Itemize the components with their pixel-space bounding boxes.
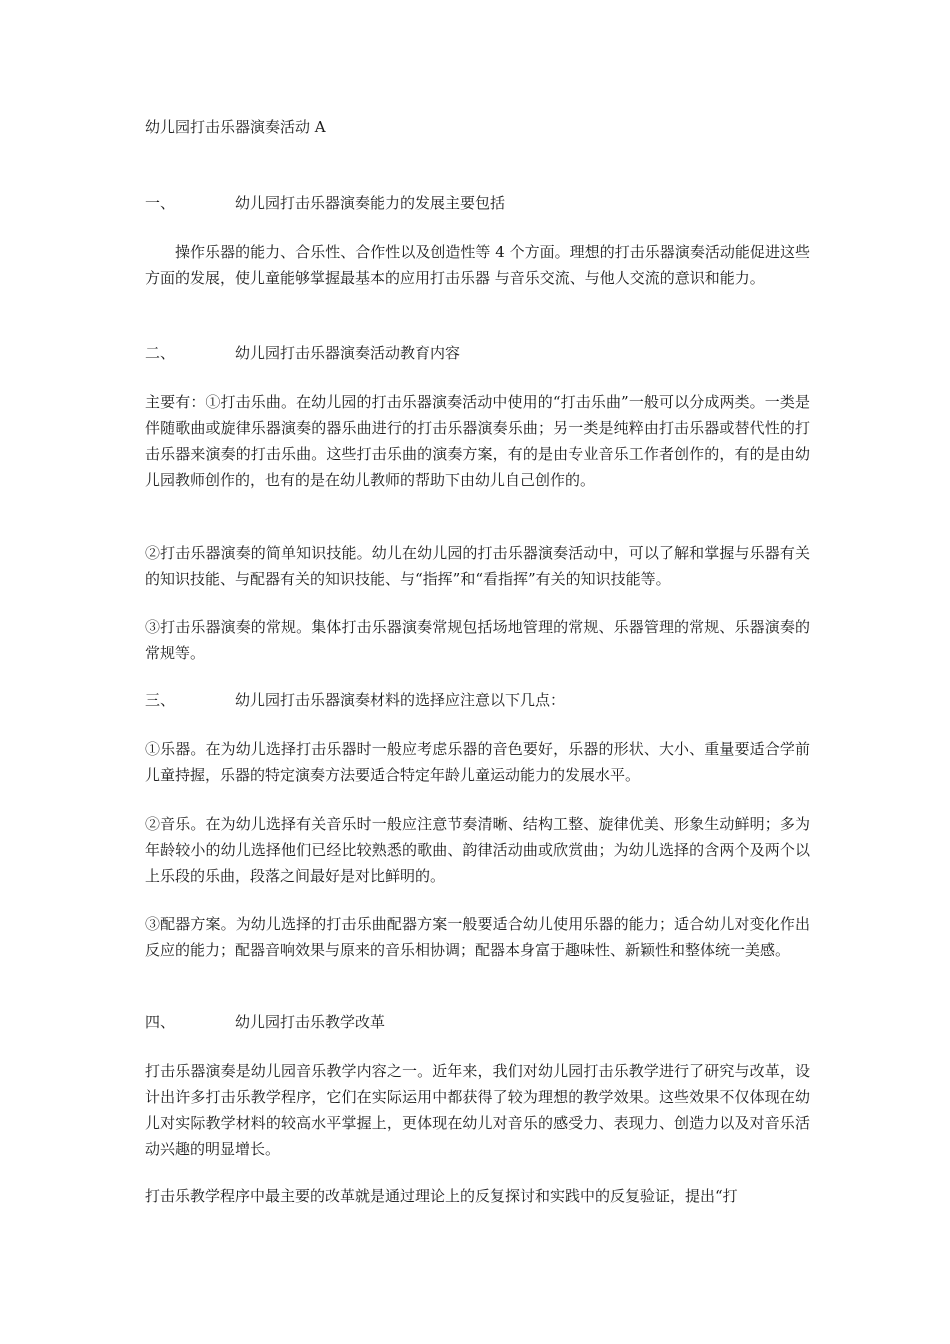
document-title: 幼儿园打击乐器演奏活动 A [145, 118, 326, 136]
section-4-paragraph-1: 打击乐器演奏是幼儿园音乐教学内容之一。近年来，我们对幼儿园打击乐教学进行了研究与改革，设计出许多打击乐教学程序，它们在实际运用中都获得了较为理想的教学效果。这些效果不仅体现在幼儿对实际教学材料的较高水平掌握上，更体现在幼儿对音乐的感受力、表现力、创造力以及对音乐活动兴趣的明显增长。 [145, 1062, 810, 1158]
section-number-2: 二、 [145, 344, 176, 362]
section-heading-text-1: 幼儿园打击乐器演奏能力的发展主要包括 [235, 194, 506, 212]
section-heading-2 [145, 343, 460, 363]
section-3-paragraph-3: ③配器方案。为幼儿选择的打击乐曲配器方案一般要适合幼儿使用乐器的能力；适合幼儿对变化作出反应的能力；配器音响效果与原来的音乐相协调；配器本身富于趣味性、新颖性和整体统一美感。 [145, 915, 810, 959]
section-2-paragraph-2: ②打击乐器演奏的简单知识技能。幼儿在幼儿园的打击乐器演奏活动中，可以了解和掌握与乐器有关的知识技能、与配器有关的知识技能、与“指挥”和“看指挥”有关的知识技能等。 [145, 544, 810, 588]
section-heading-1 [145, 193, 505, 213]
section-3-paragraph-1: ①乐器。在为幼儿选择打击乐器时一般应考虑乐器的音色要好，乐器的形状、大小、重量要适合学前儿童持握，乐器的特定演奏方法要适合特定年龄儿童运动能力的发展水平。 [145, 740, 810, 784]
section-heading-text-3: 幼儿园打击乐器演奏材料的选择应注意以下几点： [235, 691, 566, 709]
section-2-paragraph-1: 主要有：①打击乐曲。在幼儿园的打击乐器演奏活动中使用的“打击乐曲”一般可以分成两类。一类是伴随歌曲或旋律乐器演奏的器乐曲进行的打击乐器演奏乐曲；另一类是纯粹由打击乐器或替代性的打击乐器来演奏的打击乐曲。这些打击乐曲的演奏方案，有的是由专业音乐工作者创作的，有的是由幼儿园教师创作的，也有的是在幼儿教师的帮助下由幼儿自己创作的。 [145, 393, 810, 489]
section-heading-text-4: 幼儿园打击乐教学改革 [235, 1013, 386, 1031]
section-heading-text-2: 幼儿园打击乐器演奏活动教育内容 [235, 344, 461, 362]
section-heading-4 [145, 1012, 385, 1032]
section-3-paragraph-2: ②音乐。在为幼儿选择有关音乐时一般应注意节奏清晰、结构工整、旋律优美、形象生动鲜明；多为年龄较小的幼儿选择他们已经比较熟悉的歌曲、韵律活动曲或欣赏曲；为幼儿选择的含两个及两个以上乐段的乐曲，段落之间最好是对比鲜明的。 [145, 815, 810, 885]
section-number-1: 一、 [145, 194, 176, 212]
section-2-paragraph-3: ③打击乐器演奏的常规。集体打击乐器演奏常规包括场地管理的常规、乐器管理的常规、乐器演奏的常规等。 [145, 618, 810, 662]
section-4-paragraph-2: 打击乐教学程序中最主要的改革就是通过理论上的反复探讨和实践中的反复验证，提出“打 [145, 1187, 738, 1205]
section-1-paragraph-1: 操作乐器的能力、合乐性、合作性以及创造性等 4 个方面。理想的打击乐器演奏活动能促进这些方面的发展，使儿童能够掌握最基本的应用打击乐器 与音乐交流、与他人交流的意识和能力。 [145, 243, 810, 287]
section-heading-3 [145, 690, 565, 710]
section-number-3: 三、 [145, 691, 176, 709]
section-number-4: 四、 [145, 1013, 176, 1031]
